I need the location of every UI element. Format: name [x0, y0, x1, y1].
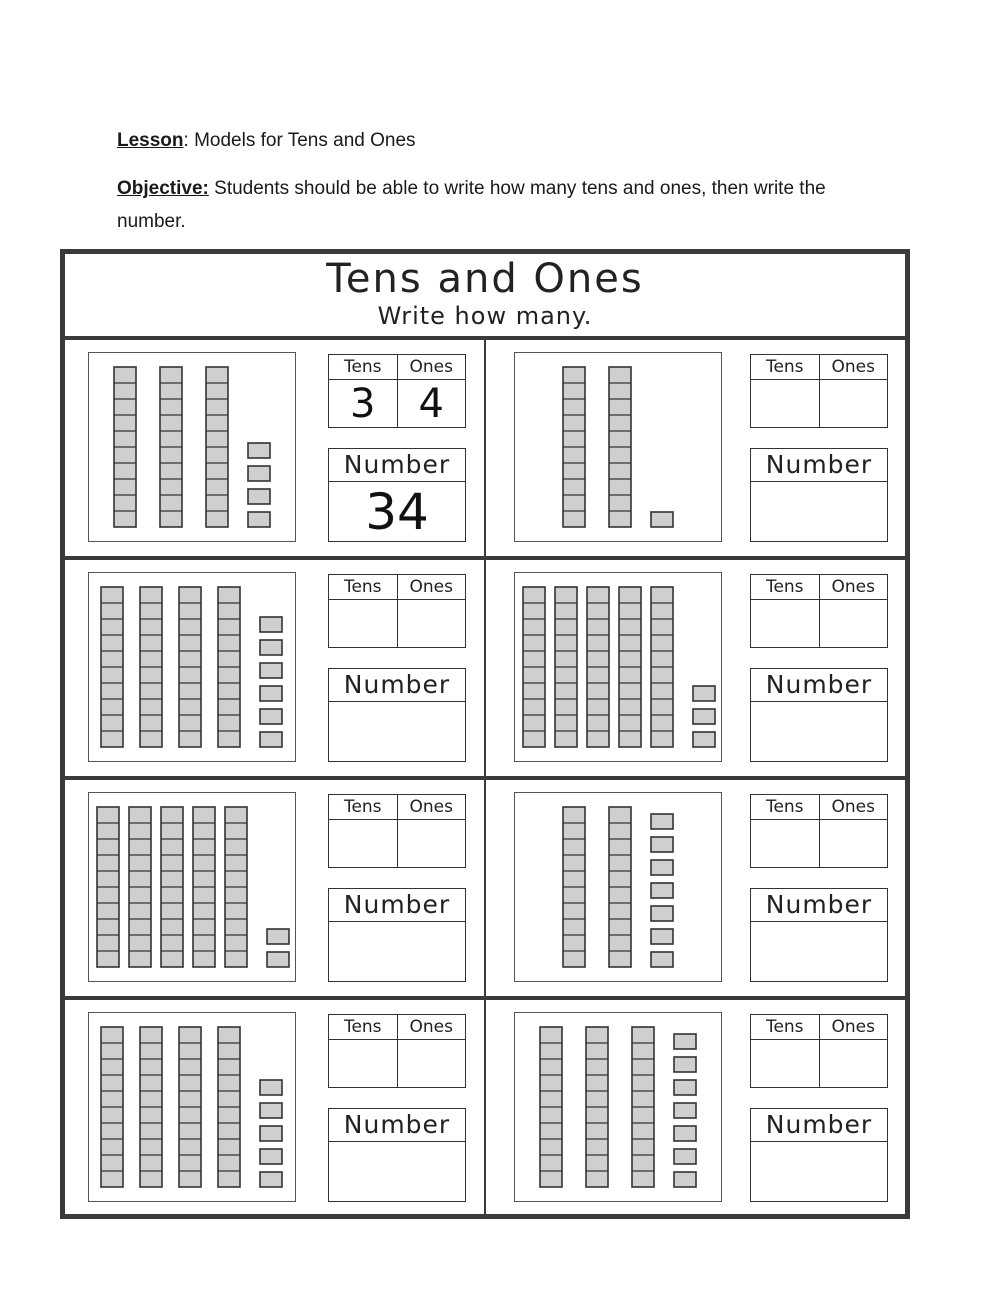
tens-ones-header: [329, 355, 465, 380]
one-cube: [674, 1103, 696, 1118]
ten-rod: [651, 587, 673, 747]
tens-ones-header: [329, 1015, 465, 1040]
tens-ones-header: [751, 575, 887, 600]
ten-rod: [179, 1027, 201, 1187]
ones-answer-field[interactable]: [820, 1040, 888, 1088]
ones-label: Ones: [831, 357, 875, 377]
ten-rod: [114, 367, 136, 527]
ten-rod: [206, 367, 228, 527]
one-cube: [260, 1103, 282, 1118]
one-cube: [260, 1080, 282, 1095]
tens-answer-field[interactable]: [329, 600, 398, 648]
number-box: [750, 668, 888, 762]
problem-cell: [484, 780, 905, 1000]
one-cube: [674, 1172, 696, 1187]
number-box: [328, 448, 466, 542]
ones-answer-field[interactable]: [820, 380, 888, 428]
number-answer-field[interactable]: [329, 922, 465, 982]
worksheet: [60, 249, 910, 1219]
number-answer-field[interactable]: [329, 702, 465, 762]
number-answer-field[interactable]: [751, 1142, 887, 1202]
number-answer-field[interactable]: 34: [365, 483, 429, 541]
one-cube: [248, 512, 270, 527]
ones-label: Ones: [831, 797, 875, 817]
one-cube: [267, 952, 289, 967]
tens-label: Tens: [751, 795, 820, 819]
one-cube: [260, 709, 282, 724]
ten-rod: [160, 367, 182, 527]
base-ten-picture: [514, 572, 722, 762]
tens-ones-box: [750, 794, 888, 868]
tens-ones-box: [328, 354, 466, 428]
ones-answer-field[interactable]: [398, 1040, 466, 1088]
tens-ones-header: [329, 575, 465, 600]
number-answer-field[interactable]: [329, 1142, 465, 1202]
problem-cell: [484, 560, 905, 780]
ten-rod: [218, 1027, 240, 1187]
number-label: Number: [329, 1109, 465, 1142]
ten-rod: [555, 587, 577, 747]
tens-ones-header: [751, 355, 887, 380]
one-cube: [267, 929, 289, 944]
one-cube: [651, 860, 673, 875]
number-label: Number: [751, 669, 887, 702]
number-answer-field[interactable]: [751, 482, 887, 542]
base-ten-picture: [88, 792, 296, 982]
base-ten-picture: [88, 352, 296, 542]
one-cube: [248, 443, 270, 458]
tens-answer-field[interactable]: [751, 600, 820, 648]
number-box: [750, 448, 888, 542]
ones-label: Ones: [831, 577, 875, 597]
ten-rod: [101, 587, 123, 747]
ten-rod: [609, 367, 631, 527]
number-box: [328, 888, 466, 982]
problem-cell: [484, 340, 905, 560]
one-cube: [651, 906, 673, 921]
tens-ones-header: [751, 1015, 887, 1040]
tens-label: Tens: [329, 575, 398, 599]
one-cube: [248, 466, 270, 481]
ten-rod: [101, 1027, 123, 1187]
one-cube: [651, 883, 673, 898]
base-ten-picture: [514, 1012, 722, 1202]
ten-rod: [218, 587, 240, 747]
ten-rod: [193, 807, 215, 967]
problem-cell: [65, 780, 486, 1000]
one-cube: [674, 1057, 696, 1072]
ten-rod: [587, 587, 609, 747]
number-label: Number: [329, 669, 465, 702]
one-cube: [674, 1080, 696, 1095]
ten-rod: [179, 587, 201, 747]
ten-rod: [140, 1027, 162, 1187]
tens-ones-box: [750, 574, 888, 648]
one-cube: [260, 1172, 282, 1187]
ten-rod: [161, 807, 183, 967]
tens-ones-box: [328, 1014, 466, 1088]
base-ten-picture: [88, 1012, 296, 1202]
tens-ones-box: [328, 794, 466, 868]
tens-answer-field[interactable]: [329, 1040, 398, 1088]
ones-label: Ones: [831, 1017, 875, 1037]
lesson-label: Lesson: [117, 130, 184, 151]
ones-answer-field[interactable]: [820, 600, 888, 648]
tens-label: Tens: [329, 795, 398, 819]
worksheet-title: Tens and Ones: [326, 256, 644, 302]
number-label: Number: [751, 1109, 887, 1142]
one-cube: [651, 929, 673, 944]
one-cube: [651, 512, 673, 527]
tens-ones-box: [750, 354, 888, 428]
ones-label: Ones: [409, 797, 453, 817]
problem-cell: [65, 340, 486, 560]
tens-ones-box: [328, 574, 466, 648]
ten-rod: [632, 1027, 654, 1187]
ten-rod: [619, 587, 641, 747]
one-cube: [260, 640, 282, 655]
tens-ones-box: [750, 1014, 888, 1088]
tens-label: Tens: [329, 1015, 398, 1039]
ten-rod: [563, 807, 585, 967]
ones-label: Ones: [409, 357, 453, 377]
objective-text: Students should be able to write how many tens and ones, then write the number.: [117, 178, 826, 232]
lesson-line: [117, 124, 416, 157]
one-cube: [260, 1126, 282, 1141]
tens-answer-field[interactable]: 3: [329, 380, 398, 428]
number-answer-field[interactable]: [751, 922, 887, 982]
objective-line: [117, 172, 887, 238]
problem-cell: [65, 560, 486, 780]
ten-rod: [140, 587, 162, 747]
objective-label: Objective:: [117, 178, 209, 199]
worksheet-subtitle: Write how many.: [377, 302, 593, 330]
one-cube: [651, 837, 673, 852]
ones-label: Ones: [409, 577, 453, 597]
problem-cell: [484, 1000, 905, 1214]
number-label: Number: [751, 889, 887, 922]
ones-answer-field[interactable]: [398, 820, 466, 868]
tens-label: Tens: [329, 355, 398, 379]
base-ten-picture: [514, 792, 722, 982]
number-label: Number: [751, 449, 887, 482]
one-cube: [260, 686, 282, 701]
base-ten-picture: [88, 572, 296, 762]
tens-answer-field[interactable]: [329, 820, 398, 868]
ones-answer-field[interactable]: [820, 820, 888, 868]
number-label: Number: [329, 889, 465, 922]
one-cube: [651, 952, 673, 967]
one-cube: [674, 1126, 696, 1141]
worksheet-title-box: [65, 254, 905, 340]
lesson-text: : Models for Tens and Ones: [183, 130, 416, 151]
ones-answer-field[interactable]: 4: [418, 381, 444, 427]
one-cube: [260, 1149, 282, 1164]
one-cube: [260, 617, 282, 632]
one-cube: [651, 814, 673, 829]
tens-answer-field[interactable]: [751, 1040, 820, 1088]
one-cube: [248, 489, 270, 504]
one-cube: [674, 1034, 696, 1049]
tens-label: Tens: [751, 355, 820, 379]
ones-label: Ones: [409, 1017, 453, 1037]
number-answer-field[interactable]: [751, 702, 887, 762]
one-cube: [260, 663, 282, 678]
tens-ones-header: [751, 795, 887, 820]
ones-answer-field[interactable]: [398, 600, 466, 648]
tens-label: Tens: [751, 575, 820, 599]
tens-label: Tens: [751, 1015, 820, 1039]
number-box: [328, 668, 466, 762]
one-cube: [260, 732, 282, 747]
ten-rod: [609, 807, 631, 967]
ten-rod: [523, 587, 545, 747]
ten-rod: [586, 1027, 608, 1187]
ten-rod: [563, 367, 585, 527]
ten-rod: [129, 807, 151, 967]
one-cube: [693, 686, 715, 701]
base-ten-picture: [514, 352, 722, 542]
number-box: [750, 1108, 888, 1202]
number-box: [328, 1108, 466, 1202]
one-cube: [693, 732, 715, 747]
ten-rod: [540, 1027, 562, 1187]
number-box: [750, 888, 888, 982]
tens-ones-header: [329, 795, 465, 820]
one-cube: [693, 709, 715, 724]
ten-rod: [97, 807, 119, 967]
one-cube: [674, 1149, 696, 1164]
tens-answer-field[interactable]: [751, 820, 820, 868]
tens-answer-field[interactable]: [751, 380, 820, 428]
problem-cell: [65, 1000, 486, 1214]
number-label: Number: [329, 449, 465, 482]
ten-rod: [225, 807, 247, 967]
